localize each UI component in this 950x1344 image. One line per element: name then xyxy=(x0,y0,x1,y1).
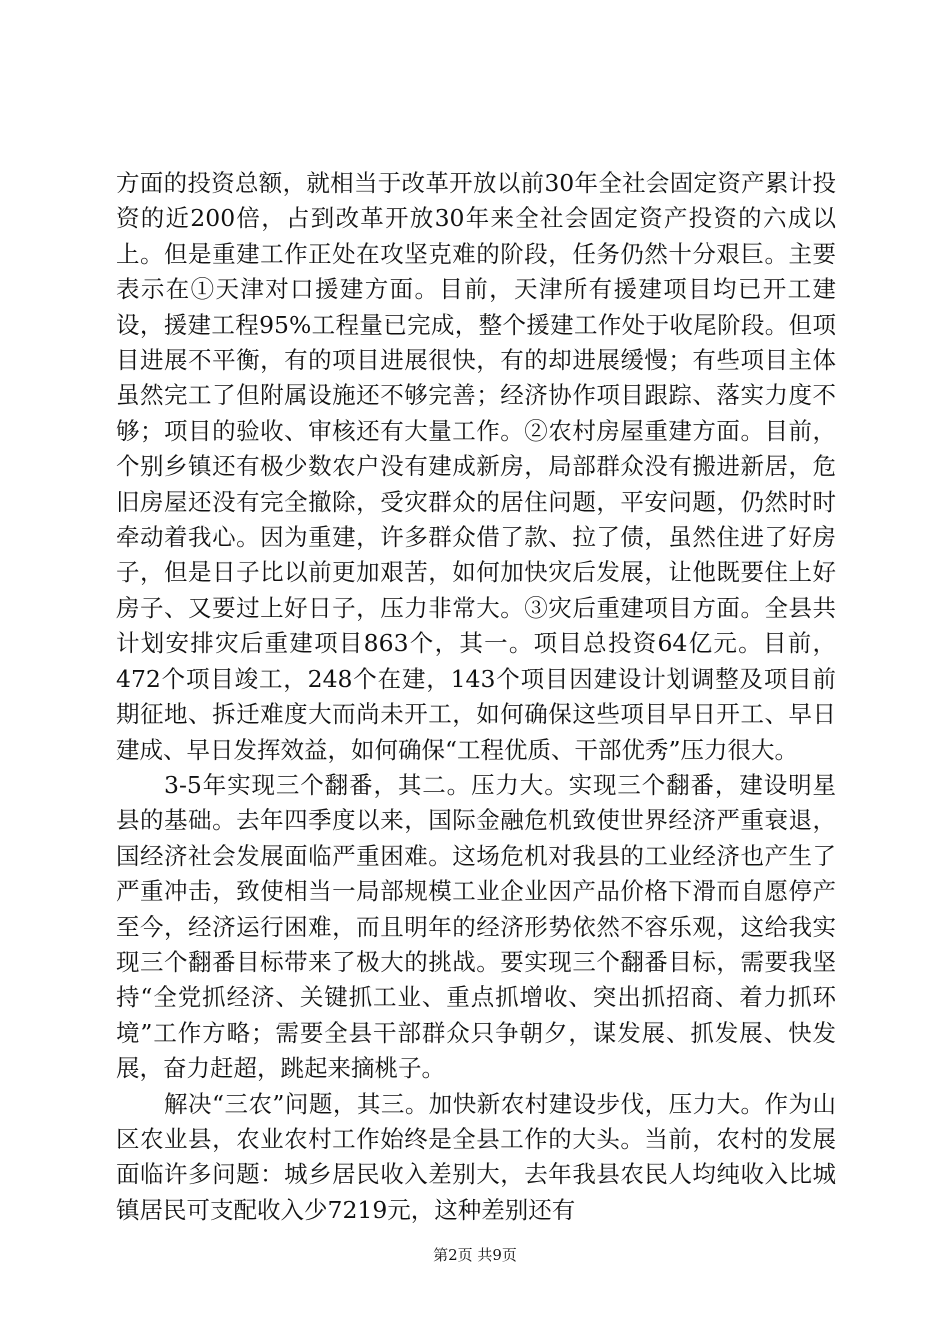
paragraph-second-pressure: 3-5年实现三个翻番，其二。压力大。实现三个翻番，建设明星县的基础。去年四季度以来，国际金融危机致使世界经济严重衰退，国经济社会发展面临严重困难。这场危机对我县的工业经济也产生了严重冲击，致使相当一局部规模工业企业因产品价格下滑而自愿停产至今，经济运行困难，而且明年的经济形势依然不容乐观，这给我实现三个翻番目标带来了极大的挑战。要实现三个翻番目标，需要我坚持“全党抓经济、关键抓工业、重点抓增收、突出抓招商、着力抓环境”工作方略；需要全县干部群众只争朝夕，谋发展、抓发展、快发展，奋力赶超，跳起来摘桃子。 xyxy=(116,770,836,1083)
body-text xyxy=(116,166,836,1228)
paragraph-continuation: 方面的投资总额，就相当于改革开放以前30年全社会固定资产累计投资的近200倍，占到改革开放30年来全社会固定资产投资的六成以上。但是重建工作正处在攻坚克难的阶段，任务仍然十分艰巨。主要表示在①天津对口援建方面。目前，天津所有援建项目均已开工建设，援建工程95%工程量已完成，整个援建工作处于收尾阶段。但项目进展不平衡，有的项目进展很快，有的却进展缓慢；有些项目主体虽然完工了但附属设施还不够完善；经济协作项目跟踪、落实力度不够；项目的验收、审核还有大量工作。②农村房屋重建方面。目前，个别乡镇还有极少数农户没有建成新房，局部群众没有搬进新居，危旧房屋还没有完全撤除，受灾群众的居住问题，平安问题，仍然时时牵动着我心。因为重建，许多群众借了款、拉了债，虽然住进了好房子，但是日子比以前更加艰苦，如何加快灾后发展，让他既要住上好房子、又要过上好日子，压力非常大。③灾后重建项目方面。全县共计划安排灾后重建项目863个，其一。项目总投资64亿元。目前，472个项目竣工，248个在建，143个项目因建设计划调整及项目前期征地、拆迁难度大而尚未开工，如何确保这些项目早日开工、早日建成、早日发挥效益，如何确保“工程优质、干部优秀”压力很大。 xyxy=(116,169,836,764)
paragraph-third-pressure: 解决“三农”问题，其三。加快新农村建设步伐，压力大。作为山区农业县，农业农村工作始终是全县工作的大头。当前，农村的发展面临许多问题：城乡居民收入差别大，去年我县农民人均纯收入比城镇居民可支配收入少7219元，这种差别还有 xyxy=(116,1089,836,1224)
page-footer: 第2页 共9页 xyxy=(433,1246,517,1264)
